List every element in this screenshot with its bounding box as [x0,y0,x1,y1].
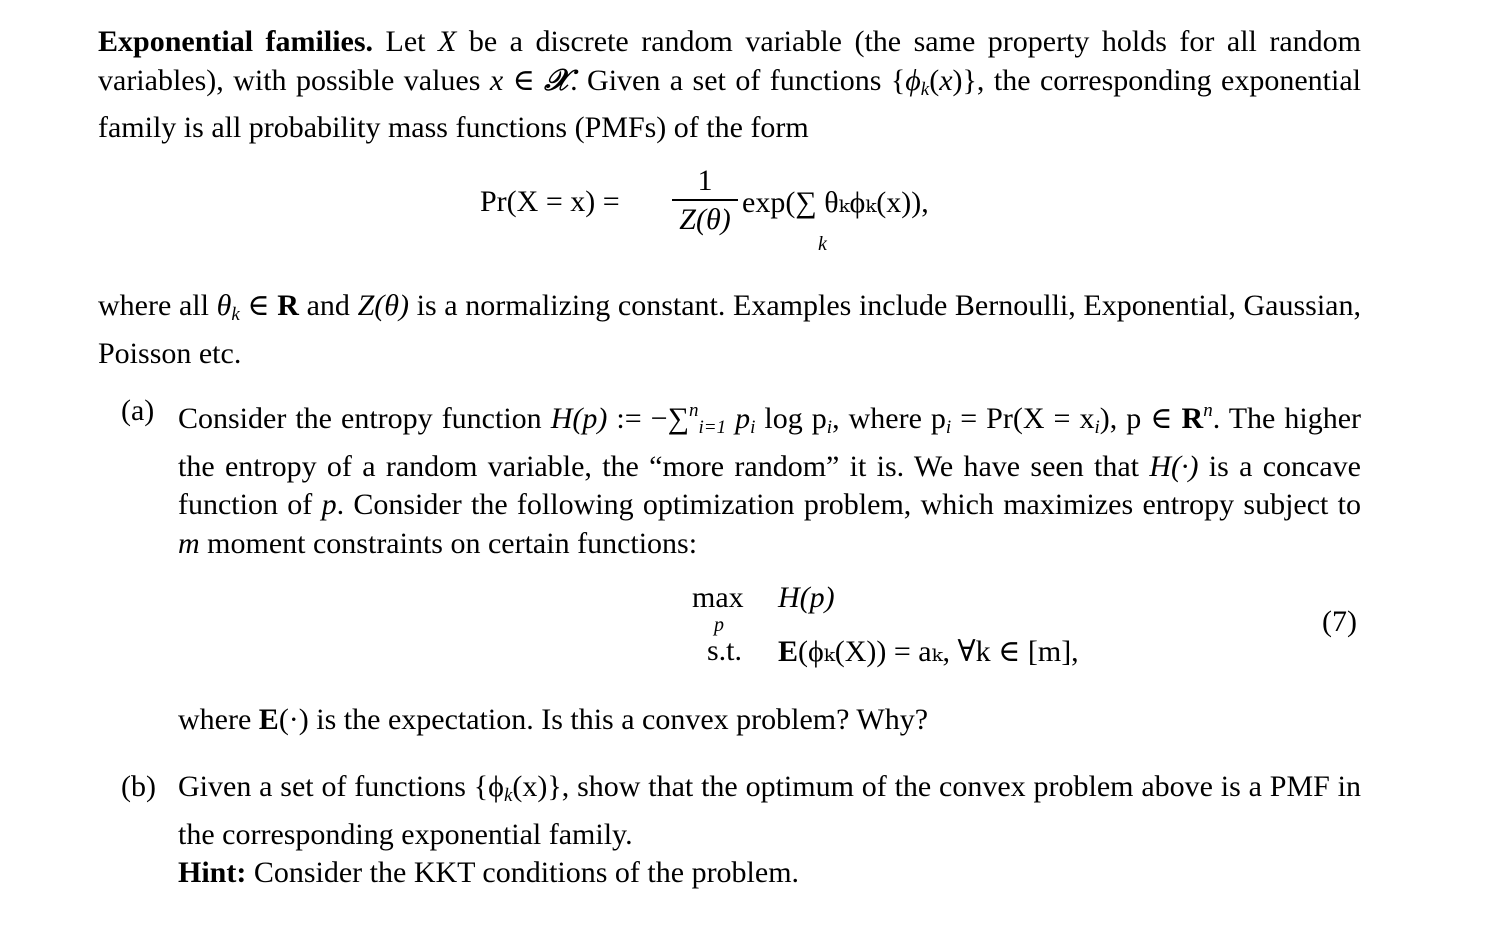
text: ∈ [239,289,278,322]
var-x: x ∈ [489,63,545,97]
part-a-label: (a) [121,394,155,427]
sub-k: k [503,785,513,806]
equation-exponential-family [480,163,1000,263]
intro-text: )}, the corresponding exponential family is all probability mass functions (PMFs) of the form [98,63,1361,144]
equation-number: (7) [1322,605,1357,638]
var-X: X [438,25,457,58]
eq1-numerator: 1 [697,164,713,197]
eq1-sum-index: k [818,233,827,255]
section-heading: Exponential families. [98,25,374,58]
eq1-denominator: Z(θ) [679,203,731,236]
text: ), p ∈ [1099,402,1182,435]
phi: ϕ [905,63,921,97]
text: Consider the entropy function [178,402,551,435]
fraction-bar [672,199,738,201]
text: where [178,703,259,736]
theta: θ [216,289,232,322]
constraint-text: (ϕₖ(X)) = aₖ, ∀k ∈ [m], [798,635,1079,668]
log-p: log p [755,402,827,435]
sup-n: n [688,400,699,421]
text: is a concave function of [178,449,1361,521]
paren: ( [929,63,940,97]
eq1-lhs: Pr(X = x) = [480,185,620,218]
hint-text: Consider the KKT conditions of the problem. [246,856,800,889]
var-x: x [939,63,953,97]
equation-optimization [690,578,1370,678]
eq1-rhs: exp(∑ θₖϕₖ(x)), [742,186,929,219]
objective: H(p) [778,581,835,614]
H-dot: H(·) [1149,449,1199,483]
part-b-label: (b) [121,770,156,803]
part-b-paragraph [178,768,1361,893]
sub-k: k [920,78,930,100]
expectation-E: E [258,703,279,736]
sub-i1: i=1 [698,417,727,438]
text: . Consider the following optimization problem, which maximizes entropy subject to [336,488,1361,521]
sub-i: i [750,417,756,438]
max-operator: max [692,581,744,614]
intro-text: Let [385,25,438,58]
var-m: m [178,526,200,560]
expectation-E: E [778,635,799,668]
text: Given a set of functions {ϕ [178,770,504,803]
text: (x)}, show that the optimum of the convex problem above is a PMF in the corresponding exponential family. [178,770,1361,851]
text: where all [98,289,217,322]
text: is a normalizing constant. Examples include Bernoulli, Exponential, Gaussian, Poisson etc. [98,289,1361,370]
Z-theta: Z(θ) [357,289,409,322]
after-eq1-paragraph [98,287,1361,373]
text: , where p [832,402,946,435]
hint-label: Hint: [178,856,247,889]
sub-k: k [231,304,240,325]
sup-n: n [1203,400,1213,421]
intro-text: . Given a set of functions { [570,63,906,97]
text: and [298,289,358,322]
sum-symbol: ∑ [667,402,689,435]
text: moment constraints on certain functions: [199,526,698,560]
calligraphic-X: 𝒳 [544,62,571,98]
part-a-end-paragraph [178,701,1361,740]
eq1-fraction [672,165,738,237]
part-a-paragraph [178,392,1361,563]
sub-i: i [945,417,952,438]
reals-R: R [1181,402,1204,435]
intro-paragraph [98,23,1361,148]
max-subscript: p [714,614,724,636]
text: . The higher the entropy of a random variable, the “more random” it is. We have seen that [178,402,1362,483]
intro-text: be a discrete random variable (the same property holds for all random variables), with possible values [98,25,1362,97]
p-i: p [726,402,751,435]
text: := − [607,402,668,435]
reals-R: R [277,289,299,322]
sub-i: i [826,417,833,438]
text: = Pr(X = x [951,402,1095,435]
var-p: p [321,488,337,521]
subject-to: s.t. [707,634,743,667]
H-p: H(p) [550,402,608,435]
constraint [778,634,1079,669]
sub-i: i [1094,417,1100,438]
text: (·) is the expectation. Is this a convex problem? Why? [278,703,929,736]
